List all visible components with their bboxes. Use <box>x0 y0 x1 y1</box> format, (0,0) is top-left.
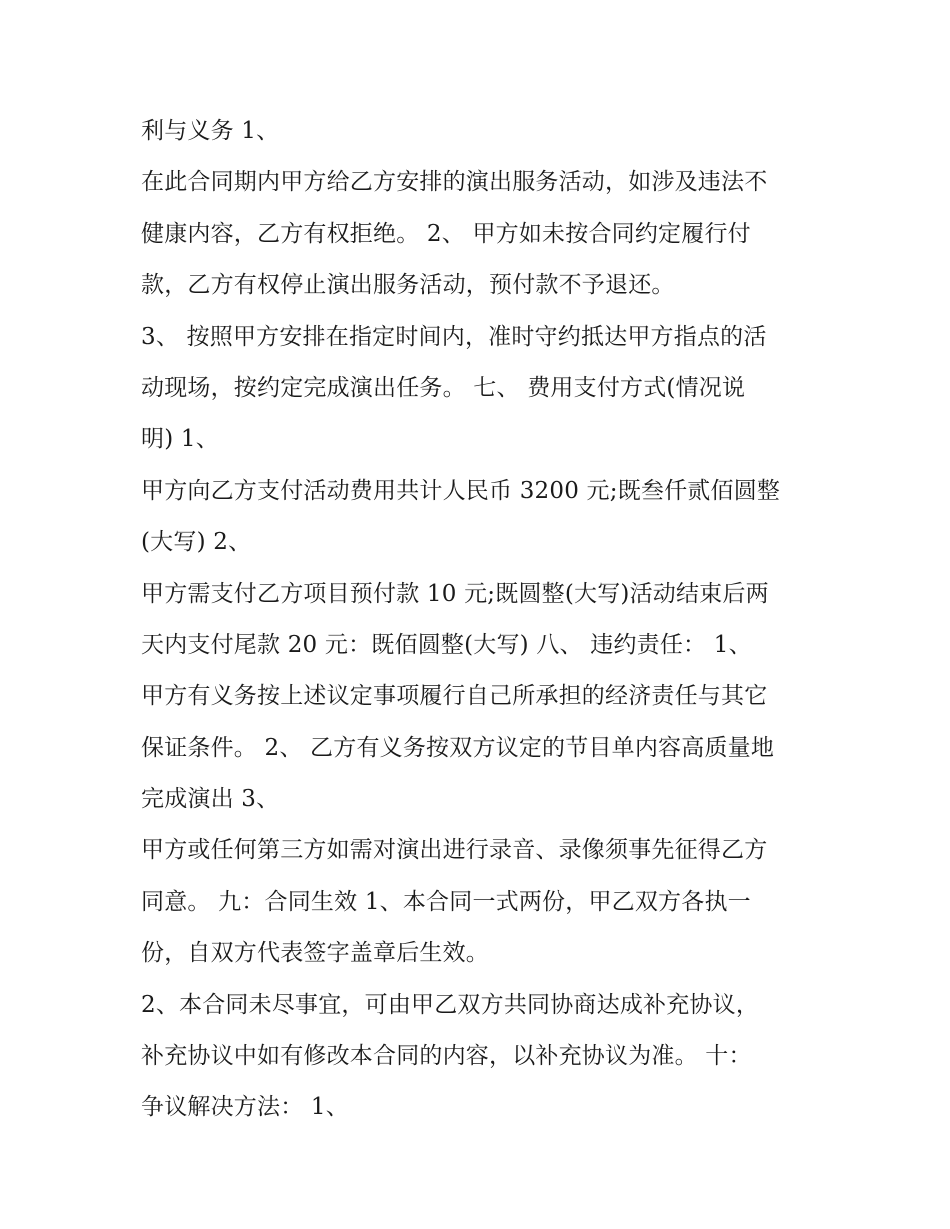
text-line: 甲方有义务按上述议定事项履行自己所承担的经济责任与其它 <box>141 683 768 710</box>
text-line: 健康内容，乙方有权拒绝。 2、 甲方如未按合同约定履行付 <box>141 220 751 247</box>
text-line: 明) 1、 <box>141 426 219 453</box>
text-line: 补充协议中如有修改本合同的内容，以补充协议为准。 十： <box>141 1043 752 1070</box>
text-line: 2、本合同未尽事宜，可由甲乙双方共同协商达成补充协议， <box>141 991 760 1018</box>
text-line: 保证条件。 2、 乙方有义务按双方议定的节目单内容高质量地 <box>141 734 775 761</box>
text-line: 争议解决方法： 1、 <box>141 1094 349 1121</box>
text-line: 同意。 九：合同生效 1、本合同一式两份，甲乙双方各执一 <box>141 888 751 915</box>
text-line: 天内支付尾款 20 元：既佰圆整(大写) 八、 违约责任： 1、 <box>141 631 752 658</box>
contract-text-body <box>141 106 821 1134</box>
text-line: 份，自双方代表签字盖章后生效。 <box>141 940 489 967</box>
text-line: 利与义务 1、 <box>141 118 280 144</box>
text-line: 在此合同期内甲方给乙方安排的演出服务活动，如涉及违法不 <box>141 169 768 196</box>
text-line: 甲方向乙方支付活动费用共计人民币 3200 元;既叁仟贰佰圆整 <box>141 477 781 504</box>
text-line: (大写) 2、 <box>141 529 252 556</box>
text-line: 完成演出 3、 <box>141 786 280 813</box>
text-line: 甲方需支付乙方项目预付款 10 元;既圆整(大写)活动结束后两 <box>141 580 769 607</box>
text-line: 3、 按照甲方安排在指定时间内，准时守约抵达甲方指点的活 <box>141 323 767 350</box>
text-line: 甲方或任何第三方如需对演出进行录音、录像须事先征得乙方 <box>141 837 768 864</box>
text-line: 款，乙方有权停止演出服务活动，预付款不予退还。 <box>141 272 675 299</box>
text-line: 动现场，按约定完成演出任务。 七、 费用支付方式(情况说 <box>141 374 746 401</box>
